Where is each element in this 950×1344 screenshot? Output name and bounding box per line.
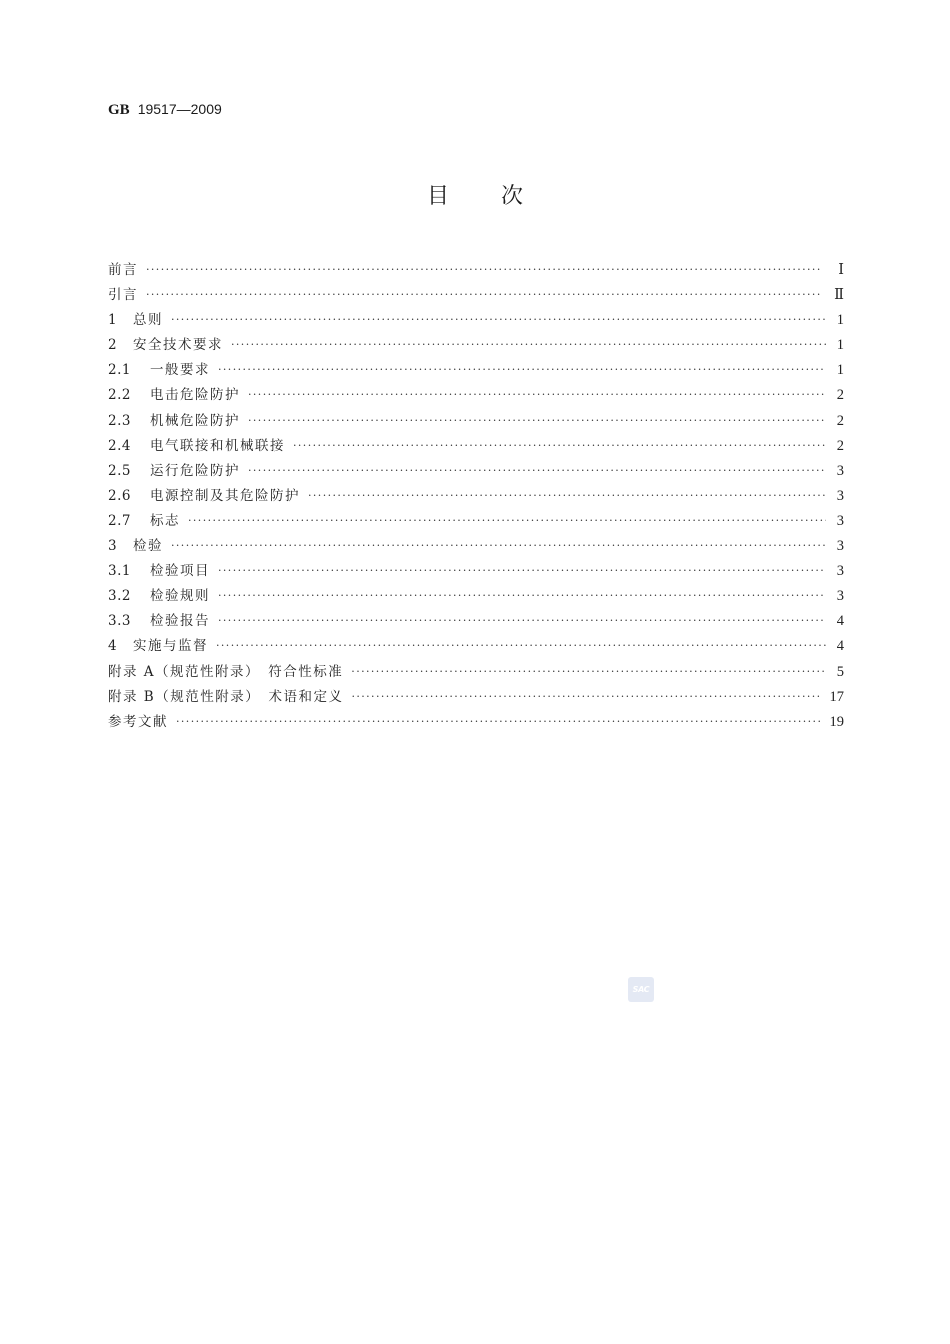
toc-section-title: 运行危险防护 <box>150 462 240 479</box>
toc-entry[interactable] <box>108 436 844 461</box>
toc-entry[interactable] <box>108 561 844 586</box>
toc-entry[interactable] <box>108 687 844 712</box>
toc-section-title: 安全技术要求 <box>133 337 223 354</box>
toc-entry-label: 前言 <box>108 262 138 278</box>
toc-entry-label <box>108 586 210 606</box>
toc-entry[interactable] <box>108 260 844 285</box>
toc-entry-label <box>108 486 300 506</box>
toc-entry-label <box>108 636 208 656</box>
toc-entry[interactable] <box>108 411 844 436</box>
toc-leader-dots <box>176 712 822 732</box>
toc-entry-label <box>108 511 180 531</box>
toc-entry[interactable] <box>108 335 844 360</box>
toc-entry-page: 4 <box>836 638 844 655</box>
toc-leader-dots <box>293 436 826 456</box>
toc-entry-label <box>108 561 210 581</box>
toc-section-title: 电源控制及其危险防护 <box>150 487 300 504</box>
toc-entry-label <box>108 536 163 556</box>
standard-prefix: GB <box>108 102 130 118</box>
toc-section-title: 检验 <box>133 538 163 555</box>
toc-entry-page: 2 <box>836 437 844 454</box>
toc-entry[interactable] <box>108 285 844 310</box>
toc-entry-label <box>108 385 240 405</box>
toc-leader-dots <box>308 486 826 506</box>
toc-section-title: 总则 <box>133 312 163 329</box>
toc-section-number: 3.3 <box>108 613 131 630</box>
toc-leader-dots <box>231 335 826 355</box>
toc-entry-page: 19 <box>829 713 844 730</box>
toc-section-number: 3.2 <box>108 588 131 605</box>
toc-entry-label <box>108 360 210 380</box>
toc-entry[interactable] <box>108 511 844 536</box>
toc-entry[interactable] <box>108 486 844 511</box>
toc-entry-page: 1 <box>836 312 844 329</box>
toc-entry-label <box>108 461 240 481</box>
toc-entry-page: Ⅱ <box>834 287 844 304</box>
toc-leader-dots <box>216 636 826 656</box>
toc-entry-label: 附录 B（规范性附录） 术语和定义 <box>108 688 344 705</box>
toc-section-number: 1 <box>108 312 118 329</box>
toc-section-number: 2.4 <box>108 437 131 454</box>
toc-entry-label <box>108 335 223 355</box>
toc-entry[interactable] <box>108 586 844 611</box>
toc-section-number: 2 <box>108 337 118 354</box>
toc-entry[interactable] <box>108 636 844 661</box>
toc-leader-dots <box>146 260 822 280</box>
toc-leader-dots <box>218 561 826 581</box>
standard-number: 19517—2009 <box>137 101 222 117</box>
toc-leader-dots <box>351 687 821 707</box>
toc-entry-page: 5 <box>836 663 844 680</box>
toc-section-number: 3 <box>108 538 118 555</box>
toc-entry-page: 3 <box>836 588 844 605</box>
toc-leader-dots <box>218 586 826 606</box>
toc-leader-dots <box>218 611 826 631</box>
toc-entry[interactable] <box>108 536 844 561</box>
toc-entry-label: 参考文献 <box>108 713 168 730</box>
toc-section-title: 检验报告 <box>150 613 210 630</box>
toc-entry-label <box>108 436 285 456</box>
toc-section-number: 2.7 <box>108 512 131 529</box>
toc-section-number: 2.3 <box>108 412 131 429</box>
toc-entry-label <box>108 611 210 631</box>
toc-entry[interactable] <box>108 385 844 410</box>
toc-section-number: 4 <box>108 638 118 655</box>
toc-section-title: 电击危险防护 <box>150 387 240 404</box>
toc-section-title: 检验项目 <box>150 563 210 580</box>
toc-section-title: 一般要求 <box>150 362 210 379</box>
toc-entry-page: 1 <box>836 362 844 379</box>
toc-entry-label: 引言 <box>108 287 138 304</box>
title-char-2: 次 <box>501 184 524 209</box>
toc-entry[interactable] <box>108 310 844 335</box>
toc-section-title: 机械危险防护 <box>150 412 240 429</box>
toc-entry-page: 17 <box>829 688 844 705</box>
toc-leader-dots <box>218 360 826 380</box>
toc-section-number: 2.2 <box>108 387 131 404</box>
sac-watermark-logo: SAC <box>628 977 654 1002</box>
toc-entry[interactable] <box>108 662 844 687</box>
toc-section-number: 2.1 <box>108 362 131 379</box>
toc-leader-dots <box>248 411 826 431</box>
toc-leader-dots <box>248 461 826 481</box>
toc-section-title: 检验规则 <box>150 588 210 605</box>
toc-entry-label: 附录 A（规范性附录） 符合性标准 <box>108 663 344 680</box>
toc-entry-page: 2 <box>836 387 844 404</box>
standard-number-header <box>108 100 222 119</box>
toc-entry[interactable] <box>108 611 844 636</box>
toc-entry-page: 1 <box>836 337 844 354</box>
toc-section-title: 标志 <box>150 512 180 529</box>
toc-entry-page: 3 <box>836 487 844 504</box>
toc-entry-label <box>108 411 240 431</box>
toc-section-number: 2.6 <box>108 487 131 504</box>
toc-leader-dots <box>171 536 826 556</box>
toc-entry[interactable] <box>108 360 844 385</box>
toc-entry-page: 4 <box>836 613 844 630</box>
toc-section-title: 电气联接和机械联接 <box>150 437 285 454</box>
toc-section-number: 2.5 <box>108 462 131 479</box>
toc-entry-page: 3 <box>836 462 844 479</box>
toc-entry-page: 3 <box>836 563 844 580</box>
table-of-contents <box>108 260 844 737</box>
toc-section-title: 实施与监督 <box>133 638 208 655</box>
toc-leader-dots <box>171 310 826 330</box>
toc-section-number: 3.1 <box>108 563 131 580</box>
toc-entry-page: Ⅰ <box>838 262 844 278</box>
toc-entry-page: 2 <box>836 412 844 429</box>
toc-entry-page: 3 <box>836 512 844 529</box>
toc-entry[interactable] <box>108 712 844 737</box>
toc-entry[interactable] <box>108 461 844 486</box>
toc-entry-label <box>108 310 163 330</box>
toc-leader-dots <box>351 662 826 682</box>
toc-leader-dots <box>248 385 826 405</box>
title-char-1: 目 <box>426 184 449 209</box>
toc-leader-dots <box>146 285 822 305</box>
toc-leader-dots <box>188 511 826 531</box>
toc-entry-page: 3 <box>836 538 844 555</box>
page-title <box>0 183 950 211</box>
